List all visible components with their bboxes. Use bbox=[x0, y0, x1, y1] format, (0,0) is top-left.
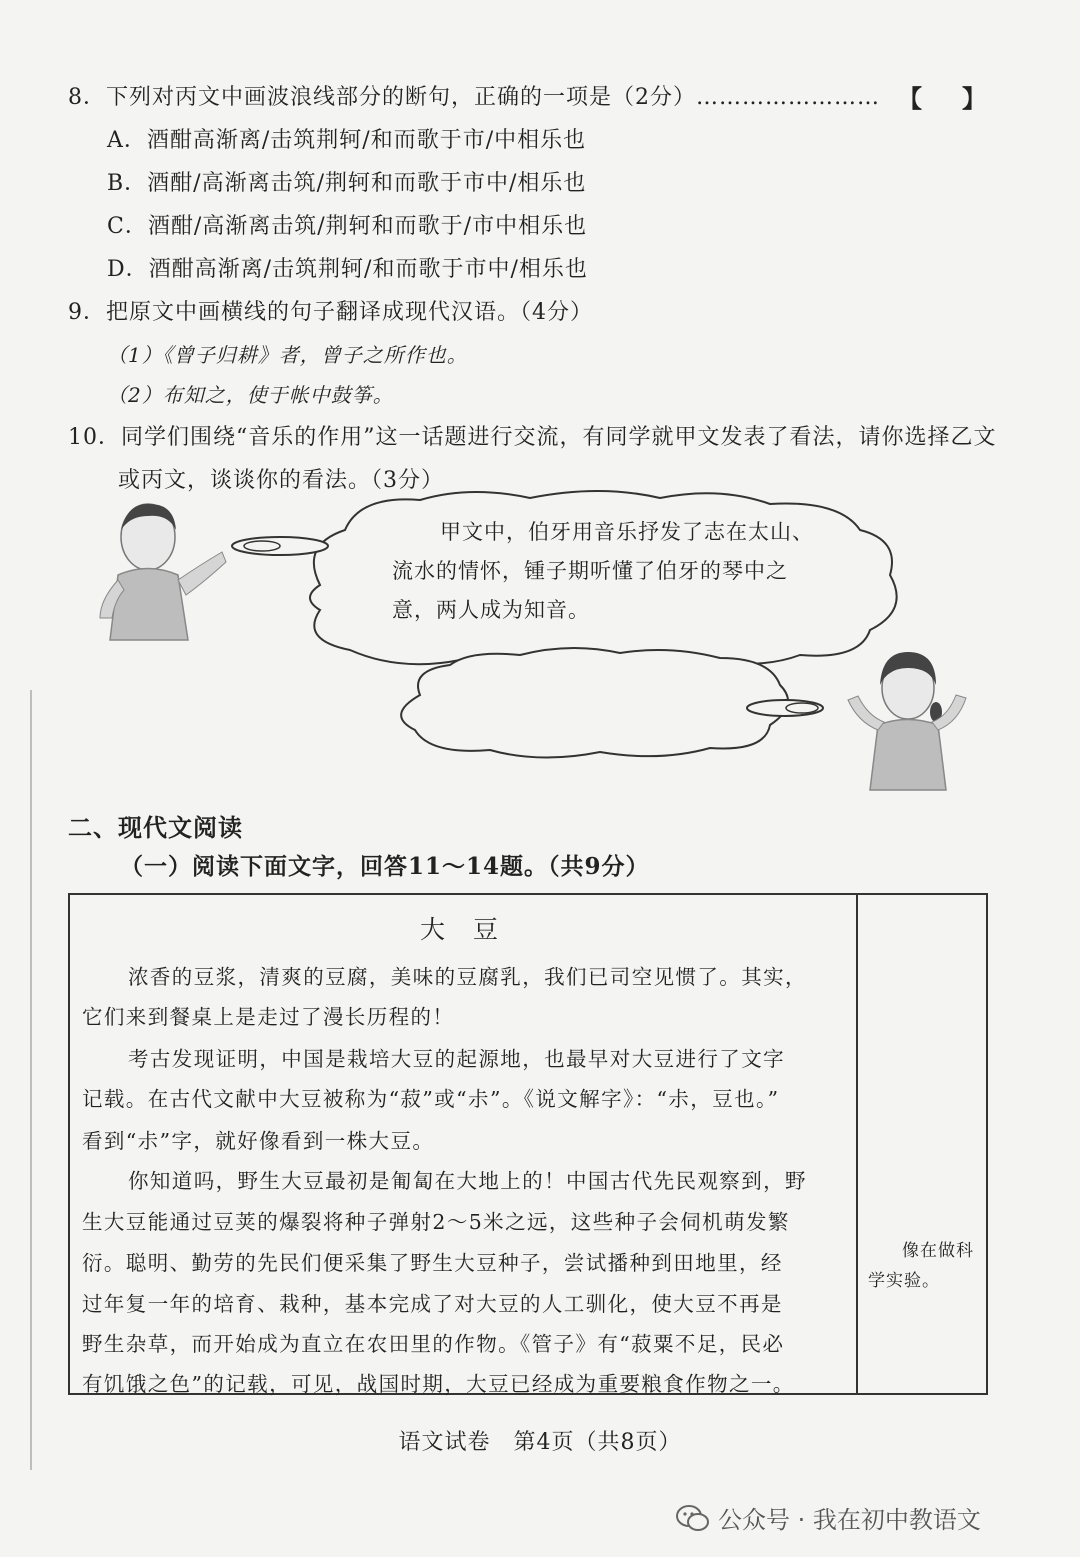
essay-line: 浓香的豆浆，清爽的豆腐，美味的豆腐乳，我们已司空见惯了。其实， bbox=[128, 965, 807, 989]
wechat-icon bbox=[676, 1503, 710, 1533]
margin-divider bbox=[856, 895, 858, 1393]
option-d: D．酒酣高渐离/击筑荆轲/和而歌于市中/相乐也 bbox=[107, 257, 588, 282]
option-b: B．酒酣/高渐离击筑/荆轲和而歌于市中/相乐也 bbox=[107, 171, 587, 196]
essay-line: 衍。聪明、勤劳的先民们便采集了野生大豆种子，尝试播种到田地里，经 bbox=[82, 1251, 783, 1275]
essay-line: 考古发现证明，中国是栽培大豆的起源地，也最早对大豆进行了文字 bbox=[128, 1047, 785, 1071]
question-10-line-2: 或丙文，谈谈你的看法。（3分） bbox=[118, 468, 444, 493]
essay-line: 过年复一年的培育、栽种，基本完成了对大豆的人工驯化，使大豆不再是 bbox=[82, 1292, 783, 1316]
boy-figure bbox=[100, 504, 226, 640]
translation-item-1: （1）《曾子归耕》者，曾子之所作也。 bbox=[107, 343, 468, 367]
essay-line: 野生杂草，而开始成为直立在农田里的作物。《管子》有“菽粟不足，民必 bbox=[82, 1332, 785, 1356]
scan-edge-line bbox=[30, 690, 32, 1470]
essay-line: 你知道吗，野生大豆最初是匍匐在大地上的！中国古代先民观察到，野 bbox=[128, 1169, 807, 1193]
bubble-line-1: 甲文中，伯牙用音乐抒发了志在太山、 bbox=[440, 520, 814, 544]
translation-item-2: （2）布知之，使于帐中鼓筝。 bbox=[107, 383, 394, 407]
watermark-text: 公众号 · 我在初中教语文 bbox=[718, 1506, 981, 1534]
option-c: C．酒酣/高渐离击筑/荆轲和而歌于/市中相乐也 bbox=[107, 214, 588, 239]
essay-line: 看到“尗”字，就好像看到一株大豆。 bbox=[82, 1129, 435, 1153]
page-footer: 语文试卷 第4页（共8页） bbox=[398, 1430, 682, 1455]
question-10: 10．同学们围绕“音乐的作用”这一话题进行交流，有同学就甲文发表了看法，请你选择乙文 bbox=[68, 425, 997, 450]
section-subtitle: （一）阅读下面文字，回答11～14题。（共9分） bbox=[120, 853, 650, 880]
answer-bracket-close: 】 bbox=[962, 84, 986, 113]
answer-bracket-open: 【 bbox=[898, 84, 922, 113]
girl-figure bbox=[848, 652, 966, 790]
answer-cloud bbox=[401, 648, 823, 758]
question-8: 8．下列对丙文中画波浪线部分的断句，正确的一项是（2分）…………………… bbox=[68, 85, 880, 110]
question-9: 9．把原文中画横线的句子翻译成现代汉语。（4分） bbox=[68, 300, 593, 325]
essay-title: 大豆 bbox=[420, 915, 527, 944]
margin-note-line-2: 学实验。 bbox=[868, 1271, 940, 1291]
section-title: 二、现代文阅读 bbox=[68, 813, 243, 842]
essay-line: 生大豆能通过豆荚的爆裂将种子弹射2～5米之远，这些种子会伺机萌发繁 bbox=[82, 1210, 790, 1234]
essay-line: 它们来到餐桌上是走过了漫长历程的！ bbox=[82, 1005, 455, 1029]
bubble-line-2: 流水的情怀，锺子期听懂了伯牙的琴中之 bbox=[392, 559, 788, 583]
wechat-watermark bbox=[676, 1500, 981, 1535]
margin-note-line-1: 像在做科 bbox=[902, 1241, 974, 1261]
essay-line: 记载。在古代文献中大豆被称为“菽”或“尗”。《说文解字》：“尗，豆也。” bbox=[82, 1087, 780, 1111]
option-a: A．酒酣高渐离/击筑荆轲/和而歌于市/中相乐也 bbox=[107, 128, 587, 153]
bubble-line-3: 意，两人成为知音。 bbox=[392, 598, 590, 622]
essay-line: 有饥饿之色”的记载，可见，战国时期，大豆已经成为重要粮食作物之一。 bbox=[82, 1372, 795, 1396]
